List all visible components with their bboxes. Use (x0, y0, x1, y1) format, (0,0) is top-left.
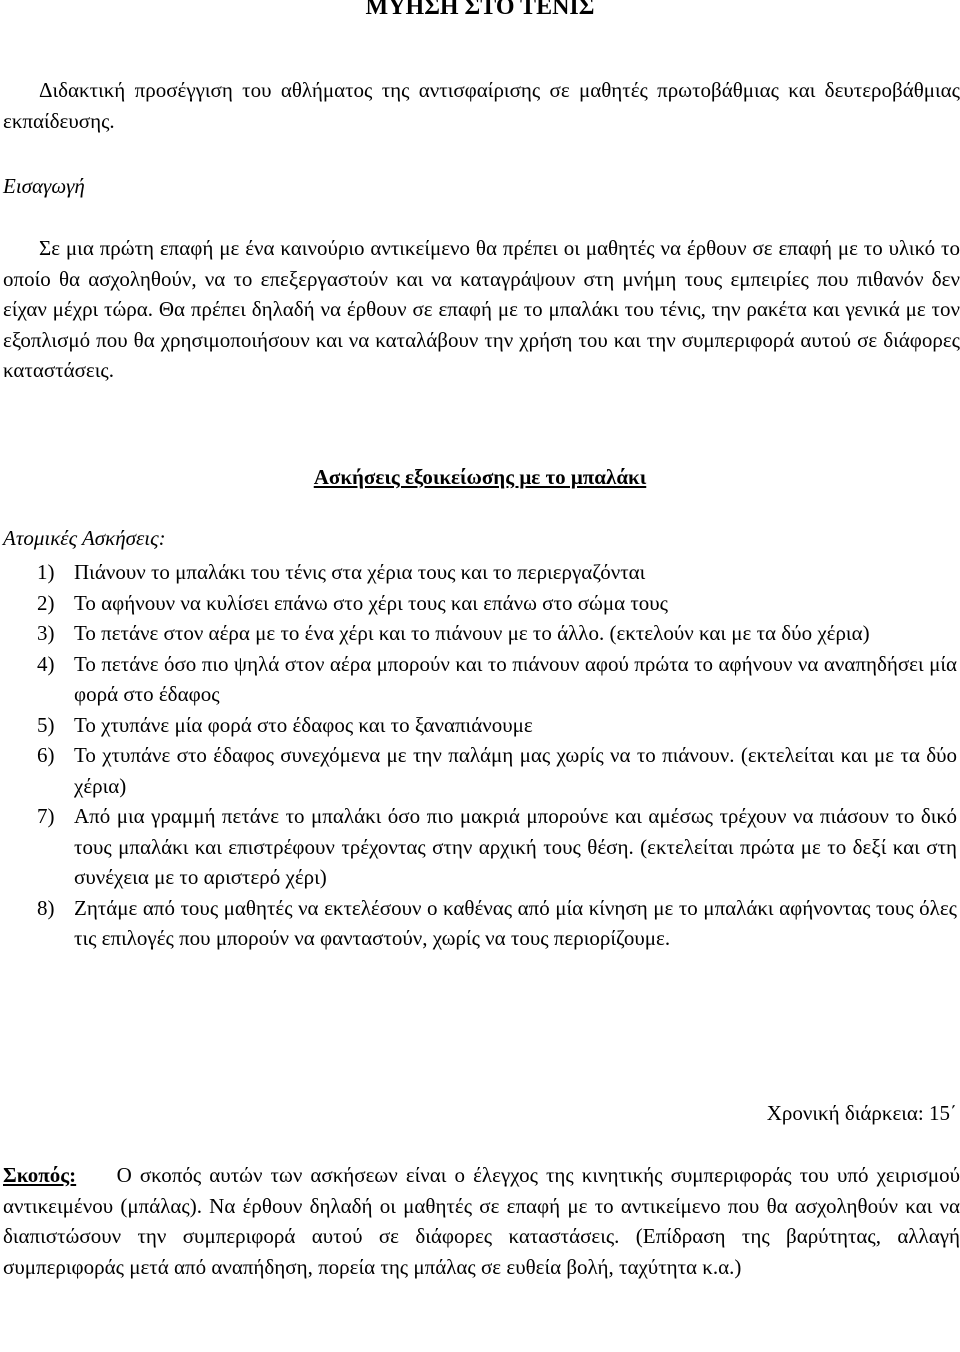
exercise-list (0, 557, 957, 954)
exercise-item-1 (0, 557, 957, 588)
exercise-number: 3) (37, 621, 55, 645)
exercise-text: Ζητάμε από τους μαθητές να εκτελέσουν ο καθένας από μία κίνηση με το μπαλάκι αφήνοντας τους όλες τις επιλογές που μπορούν να φανταστούν, χωρίς να τους περιορίζουμε. (74, 895, 957, 950)
exercise-number: 4) (37, 651, 55, 676)
goal-paragraph (3, 1160, 960, 1282)
exercise-number: 5) (37, 712, 55, 737)
intro-paragraph: Σε μια πρώτη επαφή με ένα καινούριο αντικείμενο θα πρέπει οι μαθητές να έρθουν σε επαφή με το υλικό το οποίο θα ασχοληθούν, να το επεξεργαστούν και να καταγράψουν στη μνήμη τους εμπειρίες που πιθανόν δεν είχαν μέχρι τώρα. Θα πρέπει δηλαδή να έρθουν σε επαφή με το μπαλάκι του τένις, την ρακέτα και γενικά με τον εξοπλισμό που θα χρησιμοποιήσουν και να καταλάβουν την χρήση του και την συμπεριφορά αυτού σε διάφορες καταστάσεις. (3, 236, 960, 382)
goal-label: Σκοπός: (3, 1163, 77, 1187)
section-heading: Ασκήσεις εξοικείωσης με το μπαλάκι (313, 465, 647, 489)
exercise-text: Το αφήνουν να κυλίσει επάνω στο χέρι τους και επάνω στο σώμα τους (74, 590, 668, 615)
exercise-text: Το χτυπάνε μία φορά στο έδαφος και το ξαναπιάνουμε (74, 712, 533, 737)
exercise-item-3 (0, 618, 957, 649)
exercise-number: 1) (37, 560, 55, 584)
exercise-item-4 (0, 649, 957, 710)
exercise-text: Από μια γραμμή πετάνε το μπαλάκι όσο πιο μακριά μπορούνε και αμέσως τρέχουν να πιάσουν το δικό τους μπαλάκι και επιστρέφουν τρέχοντας στην αρχική τους θέση. (εκτελείται πρώτα με το δεξί και στη συνέχεια με το αριστερό χέρι) (74, 804, 957, 889)
exercise-item-8 (0, 893, 957, 954)
individual-exercises-label: Ατομικές Ασκήσεις: (3, 526, 166, 550)
exercise-text: Πιάνουν το μπαλάκι του τένις στα χέρια τους και το περιεργαζόνται (74, 560, 646, 584)
goal-text: Ο σκοπός αυτών των ασκήσεων είναι ο έλεγχος της κινητικής συμπεριφοράς του υπό χειρισμού αντικειμένου (μπάλας). Να έρθουν δηλαδή οι μαθητές σε επαφή με το αντικείμενο που θα ασχοληθούν και να διαπιστώσουν την συμπεριφορά αυτού σε διάφορες καταστάσεις. (Επίδραση της βαρύτητας, αλλαγή συμπεριφοράς μετά από αναπήδηση, πορεία της μπάλας σε ευθεία βολή, ταχύτητα κ.α.) (3, 1163, 960, 1279)
document-title: ΜΥΗΣΗ ΣΤΟ ΤΕΝΙΣ (365, 0, 595, 20)
exercise-item-7 (0, 801, 957, 893)
exercise-item-6 (0, 740, 957, 801)
exercise-text: Το πετάνε όσο πιο ψηλά στον αέρα μπορούν και το πιάνουν αφού πρώτα το αφήνουν να αναπηδήσει μία φορά στο έδαφος (74, 651, 957, 706)
exercise-number: 2) (37, 590, 55, 615)
exercise-item-5 (0, 710, 957, 741)
exercise-text: Το πετάνε στον αέρα με το ένα χέρι και το πιάνουν με το άλλο. (εκτελούν και με τα δύο χέρια) (74, 621, 870, 645)
exercise-number: 6) (37, 743, 55, 767)
exercise-number: 7) (37, 804, 55, 828)
subtitle-paragraph: Διδακτική προσέγγιση του αθλήματος της αντισφαίρισης σε μαθητές πρωτοβάθμιας και δευτεροβάθμιας εκπαίδευσης. (3, 78, 960, 133)
exercise-number: 8) (37, 895, 55, 920)
intro-heading: Εισαγωγή (3, 174, 85, 198)
duration-text: Χρονική διάρκεια: 15΄ (766, 1101, 957, 1125)
exercise-item-2 (0, 588, 957, 619)
exercise-text: Το χτυπάνε στο έδαφος συνεχόμενα με την παλάμη μας χωρίς να το πιάνουν. (εκτελείται και με τα δύο χέρια) (74, 743, 957, 798)
